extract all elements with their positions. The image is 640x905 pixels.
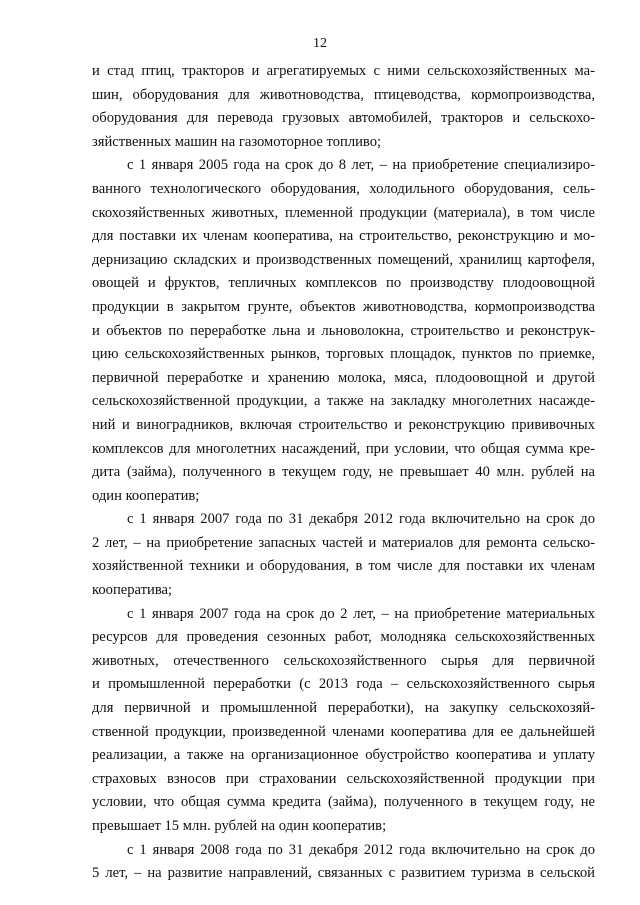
text-line: первичной переработке и хранению молока, мяса, плодоовощной и другой	[92, 369, 595, 386]
text-line: для поставки их членам кооператива, на строительство, реконструкцию и мо-	[92, 228, 595, 245]
text-line: с 1 января 2007 года на срок до 2 лет, – на приобретение материальных	[127, 605, 595, 622]
text-line: ресурсов для проведения сезонных работ, молодняка сельскохозяйственных	[92, 629, 595, 646]
text-line: кооператива;	[92, 582, 173, 599]
text-line: дернизацию складских и производственных помещений, хранилищ картофеля,	[92, 251, 595, 268]
text-line: условии, что общая сумма кредита (займа), полученного в текущем году, не	[92, 794, 595, 811]
text-line: и объектов по переработке льна и льноволокна, строительство и реконструк-	[92, 322, 595, 339]
text-line: животных, отечественного сельскохозяйственного сырья для первичной	[92, 652, 595, 669]
page-number: 12	[313, 36, 327, 51]
text-line: для первичной и промышленной переработки), на закупку сельскохозяй-	[92, 700, 595, 717]
text-line: шин, оборудования для животноводства, птицеводства, кормопроизводства,	[92, 86, 595, 103]
text-line: хозяйственной техники и оборудования, в том числе для поставки их членам	[92, 558, 595, 575]
text-line: и промышленной переработки (с 2013 года – сельскохозяйственного сырья	[92, 676, 595, 693]
text-line: продукции в закрытом грунте, объектов животноводства, кормопроизводства	[92, 298, 595, 315]
body-text	[92, 60, 595, 886]
text-line: сельскохозяйственной продукции, а также на закладку многолетних насажде-	[92, 393, 595, 410]
text-line: 2 лет, – на приобретение запасных частей и материалов для ремонта сельско-	[92, 534, 595, 551]
text-line: реализации, а также на организационное обустройство кооператива и уплату	[92, 747, 595, 764]
text-line: ственной продукции, произведенной членами кооператива для ее дальнейшей	[92, 723, 595, 740]
text-line: страховых взносов при страховании сельскохозяйственной продукции при	[92, 770, 595, 787]
text-line: зяйственных машин на газомоторное топливо;	[92, 133, 382, 150]
text-line: цию сельскохозяйственных рынков, торговых площадок, пунктов по приемке,	[92, 346, 595, 363]
text-line: превышает 15 млн. рублей на один кооператив;	[92, 818, 387, 834]
text-line: один кооператив;	[92, 487, 200, 504]
text-line: дита (займа), полученного в текущем году, не превышает 40 млн. рублей на	[92, 464, 595, 481]
text-line: с 1 января 2008 года по 31 декабря 2012 года включительно на срок до	[127, 841, 595, 858]
text-line: 5 лет, – на развитие направлений, связанных с развитием туризма в сельской	[92, 865, 595, 882]
text-line: оборудования для перевода грузовых автомобилей, тракторов и сельскохо-	[92, 110, 595, 127]
text-line: скохозяйственных животных, племенной продукции (материала), в том числе	[92, 204, 595, 221]
text-line: ний и виноградников, включая строительство и реконструкцию прививочных	[92, 416, 595, 433]
text-line: с 1 января 2007 года по 31 декабря 2012 года включительно на срок до	[127, 511, 595, 528]
text-line: с 1 января 2005 года на срок до 8 лет, – на приобретение специализиро-	[127, 157, 595, 174]
text-line: и стад птиц, тракторов и агрегатируемых с ними сельскохозяйственных ма-	[92, 63, 595, 79]
text-line: комплексов для многолетних насаждений, при условии, что общая сумма кре-	[92, 440, 595, 457]
text-line: ванного технологического оборудования, холодильного оборудования, сель-	[92, 180, 595, 197]
text-line: овощей и фруктов, тепличных комплексов по производству плодоовощной	[92, 275, 595, 292]
